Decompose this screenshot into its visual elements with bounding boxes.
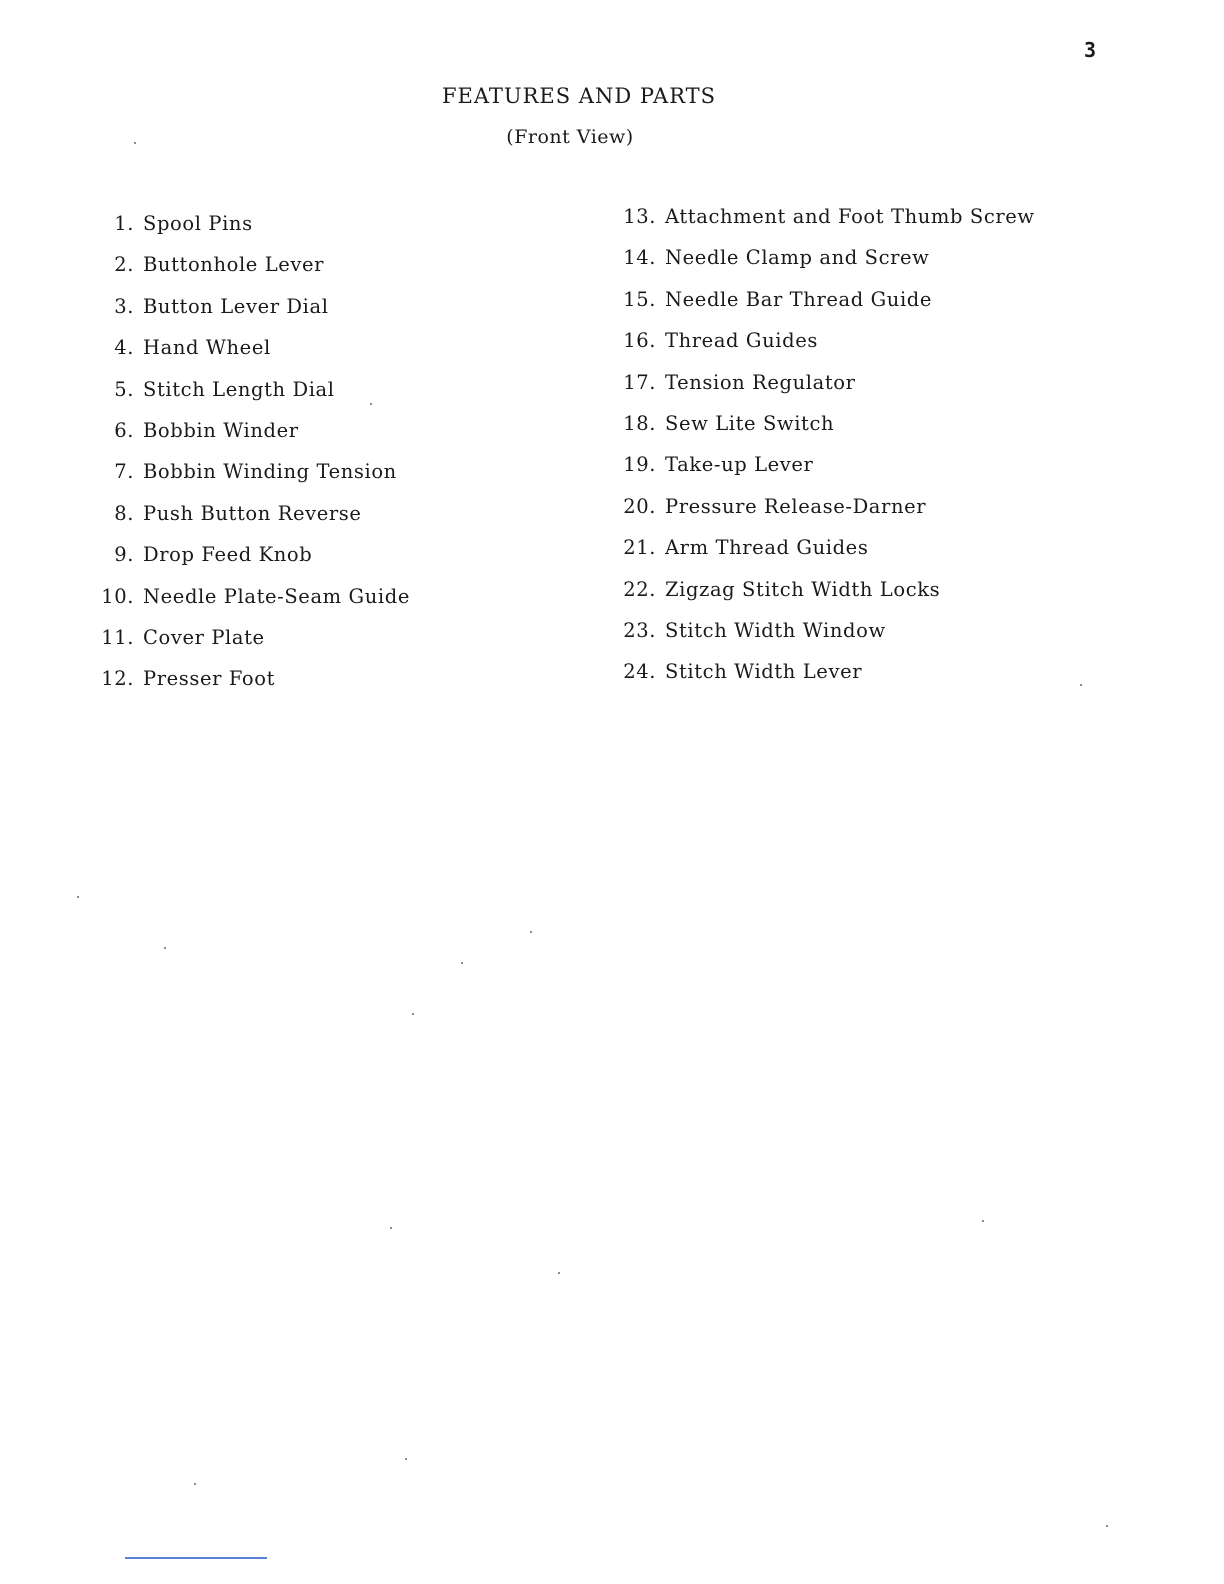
part-item: [96, 419, 410, 460]
part-item: [618, 619, 1035, 660]
part-label: Needle Plate-Seam Guide: [143, 584, 410, 608]
part-label: Thread Guides: [665, 329, 818, 353]
scan-speck: [405, 1458, 407, 1460]
part-label: Take-up Lever: [665, 453, 814, 477]
page-subtitle: (Front View): [506, 126, 634, 148]
part-label: Bobbin Winding Tension: [143, 460, 397, 484]
part-label: Cover Plate: [143, 625, 265, 649]
scan-speck: [461, 962, 463, 964]
part-item: [618, 578, 1035, 619]
part-label: Needle Bar Thread Guide: [665, 287, 933, 311]
part-number: 12.: [101, 667, 134, 691]
part-number: 11.: [101, 625, 134, 649]
part-label: Stitch Width Lever: [665, 660, 863, 684]
part-item: [618, 329, 1035, 370]
part-item: [618, 205, 1035, 246]
part-number: 24.: [623, 660, 656, 684]
part-label: Push Button Reverse: [143, 501, 362, 525]
parts-list-left: [96, 212, 410, 709]
part-number: 20.: [623, 494, 656, 518]
part-number: 18.: [623, 411, 656, 435]
part-number: 3.: [114, 294, 134, 318]
part-item: [96, 667, 410, 708]
scan-speck: [412, 1013, 414, 1015]
part-item: [96, 585, 410, 626]
part-number: 19.: [623, 453, 656, 477]
part-number: 14.: [623, 246, 656, 270]
part-label: Tension Regulator: [665, 370, 856, 394]
part-label: Arm Thread Guides: [665, 536, 869, 560]
scan-speck: [530, 931, 532, 933]
footer-rule: [125, 1557, 267, 1559]
part-label: Bobbin Winder: [143, 418, 299, 442]
scan-speck: [558, 1272, 560, 1274]
part-item: [618, 246, 1035, 287]
scan-speck: [164, 947, 166, 949]
part-number: 4.: [114, 336, 134, 360]
scan-speck: [982, 1220, 984, 1222]
part-number: 9.: [114, 543, 134, 567]
part-number: 13.: [623, 205, 656, 228]
scan-speck: [1106, 1525, 1108, 1527]
part-number: 21.: [623, 536, 656, 560]
part-item: [618, 371, 1035, 412]
part-item: [96, 212, 410, 253]
part-number: 5.: [114, 377, 134, 401]
part-number: 10.: [101, 584, 134, 608]
part-label: Buttonhole Lever: [143, 253, 325, 277]
scan-speck: [134, 142, 136, 144]
part-item: [96, 336, 410, 377]
part-item: [96, 295, 410, 336]
part-item: [618, 288, 1035, 329]
part-label: Needle Clamp and Screw: [665, 246, 930, 270]
part-number: 8.: [114, 501, 134, 525]
page-number: 3: [1084, 38, 1097, 62]
part-number: 23.: [623, 618, 656, 642]
part-number: 6.: [114, 418, 134, 442]
part-item: [96, 502, 410, 543]
part-item: [96, 378, 410, 419]
part-item: [96, 626, 410, 667]
scan-speck: [1080, 684, 1082, 686]
part-label: Drop Feed Knob: [143, 543, 313, 567]
part-item: [96, 460, 410, 501]
part-item: [96, 253, 410, 294]
part-number: 16.: [623, 329, 656, 353]
part-label: Attachment and Foot Thumb Screw: [665, 205, 1035, 228]
part-number: 7.: [114, 460, 134, 484]
part-label: Stitch Length Dial: [143, 377, 335, 401]
scan-speck: [370, 403, 372, 405]
part-label: Button Lever Dial: [143, 294, 329, 318]
part-number: 1.: [114, 212, 134, 235]
part-number: 22.: [623, 577, 656, 601]
part-item: [618, 412, 1035, 453]
scan-speck: [77, 896, 79, 898]
page-title: FEATURES AND PARTS: [441, 84, 717, 108]
part-label: Spool Pins: [143, 212, 253, 235]
part-label: Zigzag Stitch Width Locks: [665, 577, 941, 601]
part-item: [618, 495, 1035, 536]
part-label: Stitch Width Window: [665, 618, 886, 642]
scan-speck: [194, 1483, 196, 1485]
part-label: Sew Lite Switch: [665, 411, 835, 435]
part-label: Hand Wheel: [143, 336, 271, 360]
part-item: [618, 536, 1035, 577]
part-label: Pressure Release-Darner: [665, 494, 927, 518]
part-item: [618, 660, 1035, 701]
part-item: [618, 453, 1035, 494]
part-number: 17.: [623, 370, 656, 394]
parts-list-right: [618, 205, 1035, 702]
part-label: Presser Foot: [143, 667, 276, 691]
part-item: [96, 543, 410, 584]
part-number: 15.: [623, 287, 656, 311]
part-number: 2.: [114, 253, 134, 277]
scan-speck: [390, 1227, 392, 1229]
